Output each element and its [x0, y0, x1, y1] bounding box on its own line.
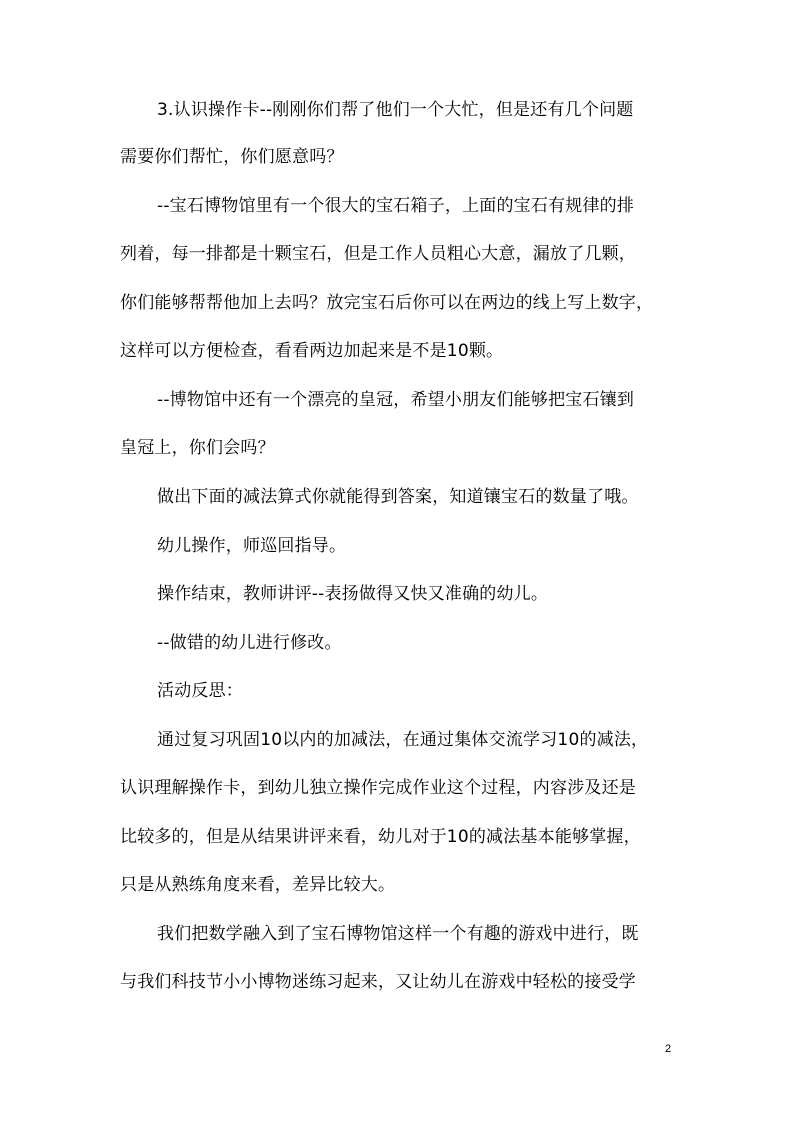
text-line: 认识理解操作卡，到幼儿独立操作完成作业这个过程，内容涉及还是 — [120, 778, 636, 798]
text-line: 做出下面的减法算式你就能得到答案，知道镶宝石的数量了哦。 — [157, 487, 639, 507]
text-line: 需要你们帮忙，你们愿意吗？ — [120, 147, 344, 167]
text-line: 你们能够帮帮他加上去吗？放完宝石后你可以在两边的线上写上数字， — [120, 293, 654, 313]
text-line: --宝石博物馆里有一个很大的宝石箱子，上面的宝石有规律的排 — [157, 196, 635, 216]
text-line: 列着，每一排都是十颗宝石，但是工作人员粗心大意，漏放了几颗， — [120, 244, 636, 264]
text-line: 皇冠上，你们会吗？ — [120, 438, 275, 458]
section-heading: 活动反思： — [157, 681, 243, 701]
text-line: 我们把数学融入到了宝石博物馆这样一个有趣的游戏中进行，既 — [157, 924, 639, 944]
text-line: 比较多的，但是从结果讲评来看，幼儿对于10的减法基本能够掌握， — [120, 827, 641, 847]
text-line: --做错的幼儿进行修改。 — [157, 633, 342, 653]
text-line: --博物馆中还有一个漂亮的皇冠，希望小朋友们能够把宝石镶到 — [157, 390, 635, 410]
text-line: 幼儿操作，师巡回指导。 — [157, 536, 347, 556]
text-line: 操作结束，教师讲评--表扬做得又快又准确的幼儿。 — [157, 584, 549, 604]
text-line: 这样可以方便检查，看看两边加起来是不是10颗。 — [120, 341, 504, 361]
text-line: 通过复习巩固10以内的加减法，在通过集体交流学习10的减法， — [157, 730, 649, 750]
text-line: 3.认识操作卡--刚刚你们帮了他们一个大忙，但是还有几个问题 — [157, 100, 634, 120]
page-number: 2 — [665, 1043, 672, 1055]
text-line: 与我们科技节小小博物迷练习起来，又让幼儿在游戏中轻松的接受学 — [120, 972, 636, 992]
text-line: 只是从熟练角度来看，差异比较大。 — [120, 875, 396, 895]
